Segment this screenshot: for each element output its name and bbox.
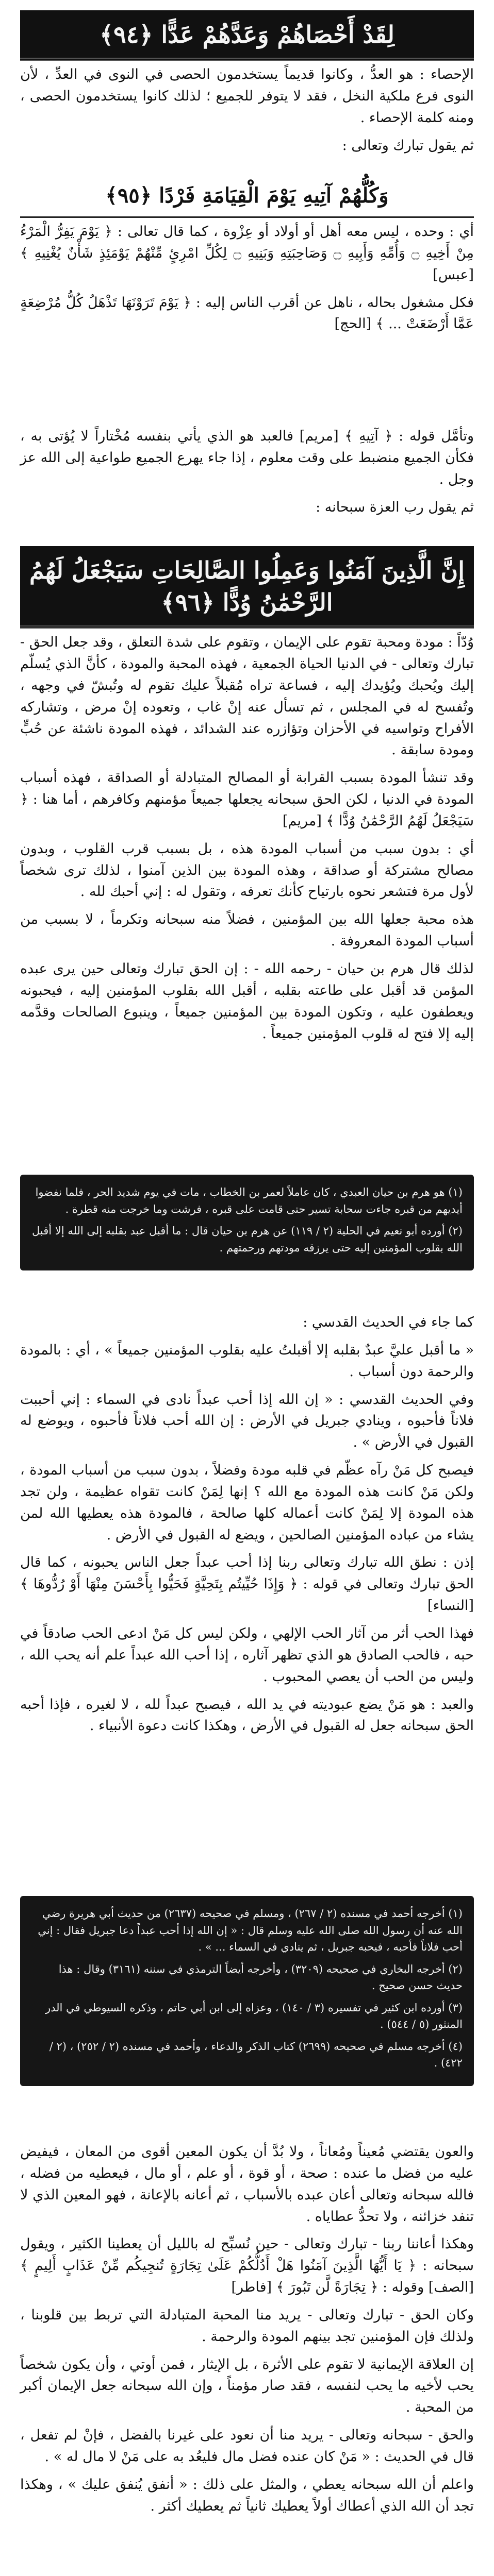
paragraph: والحق - سبحانه وتعالى - يريد منا أن نعود على غيرنا بالفضل ، فإنْ لم تفعل ، قال في الحديث : « مَنْ كان عنده فضل مال فليعُد به على مَنْ لا مال له » . xyxy=(20,2427,474,2465)
paragraph: كما جاء في الحديث القدسي : xyxy=(303,1314,474,1330)
section-aid xyxy=(0,2138,494,2520)
footnote: (٢) أخرجه البخاري في صحيحه (٣٢٠٩) ، وأخرجه أيضاً الترمذي في سننه (٣١٦١) وقال : هذا حديث حسن صحيح . xyxy=(58,1962,463,1992)
paragraph: وهكذا أعاننا ربنا - تبارك وتعالى - حين نُسبِّح له بالليل أن يعطينا الكثير ، ويقول سبحانه : ﴿ يَا أَيُّهَا الَّذِينَ آمَنُوا هَلْ أَدُلُّكُمْ عَلَىٰ تِجَارَةٍ تُنجِيكُم مِّنْ عَذَابٍ أَلِيمٍ ﴾ [الصف] وقوله : ﴿ تِجَارَةً لَّن تَبُورَ ﴾ [فاطر] xyxy=(20,2236,474,2296)
paragraph: وُدّاً : مودة ومحبة تقوم على الإيمان ، وتقوم على شدة التعلق ، وقد جعل الحق - تبارك وتعالى - في الدنيا الحياة الجمعية ، فهذه المحبة والمودة ، كأنَّ الذي يُسلّم إليك ويُحبك ويُؤيدك إليه ، فساعة تراه مُقبلاً عليك تقوم له وتُبشّ في وجهه ، وتُفسح له في المجلس ، ثم تسأل عنه إنْ غاب ، وتعوده إنْ مرض ، وتشاركه الأفراح وتواسيه في الأحزان وتؤازره عند الشدائد ، فهذه المودة ناشئة عن حُبٍّ ومودة سابقة . xyxy=(20,634,474,758)
paragraph: فهذا الحب أثر من آثار الحب الإلهي ، ولكن ليس كل مَنْ ادعى الحب صادقاً في حبه ، فالحب الصادق هو الذي تظهر آثاره ، إذا أحب الله عبداً علم أنه يحب الله ، وليس من الحب أن يعصي المحبوب . xyxy=(20,1625,474,1685)
paragraph: إن العلاقة الإيمانية لا تقوم على الأثرة ، بل الإيثار ، فمن أوتي ، وأن يكون شخصاً يحب لأخيه ما يحب لنفسه ، فقد صار مؤمناً ، وإن الله سبحانه جعل الإيمان أكبر من المحبة . xyxy=(20,2356,474,2416)
paragraph: وفي الحديث القدسي : « إن الله إذا أحب عبداً نادى في السماء : إني أحببت فلاناً فأحبوه ، وينادي جبريل في الأرض : إن الله أحب فلاناً فأحبوه ، ويوضع له القبول في الأرض » . xyxy=(20,1391,474,1451)
paragraph: « ما أقبل عليَّ عبدٌ بقلبه إلا أقبلتُ عليه بقلوب المؤمنين جميعاً » ، أي : بالمودة والرحمة دون أسباب . xyxy=(20,1342,474,1380)
paragraph: وكان الحق - تبارك وتعالى - يريد منا المحبة المتبادلة التي تربط بين قلوبنا ، ولذلك فإن المؤمنين تجد بينهم المودة والرحمة . xyxy=(20,2307,474,2345)
footnotes-box xyxy=(20,1896,474,2086)
footnotes-box xyxy=(20,1175,474,1270)
section-footnotes-2 xyxy=(0,1896,494,2086)
section-verse-94 xyxy=(0,10,494,159)
paragraph: واعلم أن الله سبحانه يعطي ، والمثل على ذلك : « أنفق يُنفق عليك » ، وهكذا تجد أن الله الذي أعطاك أولاً يعطيك ثانياً ثم يعطيك أكثر . xyxy=(20,2476,474,2514)
verse-line: وَكُلُّهُمْ آتِيهِ يَوْمَ الْقِيَامَةِ فَرْدًا ﴿٩٥﴾ xyxy=(20,175,474,218)
verse-banner: إِنَّ الَّذِينَ آمَنُوا وَعَمِلُوا الصَّالِحَاتِ سَيَجْعَلُ لَهُمُ الرَّحْمَٰنُ وُدًّا ﴿٩٦﴾ xyxy=(20,546,474,629)
paragraph: وتأمَّل قوله : ﴿ آتِيهِ ﴾ [مريم] فالعبد هو الذي يأتي بنفسه مُخْتاراً لا يُؤتى به ، فكأن الجميع منضبط على وقت معلوم ، إذا جاء يهرع الجميع طواعية إلى الله عز وجل . xyxy=(20,428,474,487)
paragraph: ثم يقول رب العزة سبحانه : xyxy=(316,499,474,515)
verse-banner: لِقَدْ أَحْصَاهُمْ وَعَدَّهُمْ عَدًّا ﴿٩٤﴾ xyxy=(20,10,474,61)
paragraph: والعبد : هو مَنْ يضع عبوديته في يد الله ، فيصبح عبداً لله ، لا لغيره ، فإذا أحبه الحق سبحانه جعل له القبول في الأرض ، وهكذا كانت دعوة الأنبياء . xyxy=(20,1696,474,1734)
footnote: (١) هو هرم بن حيان العبدي ، كان عاملاً لعمر بن الخطاب ، مات في يوم شديد الحر ، فلما نفضوا أيديهم من قبره جاءت سحابة تسير حتى قامت على قبره ، فرشت وما خرجت منه قطرة . xyxy=(35,1186,463,1215)
section-commentary xyxy=(0,422,494,521)
footnote: (٣) أورده ابن كثير في تفسيره (٣ / ١٤٠) ، وعزاه إلى ابن أبي حاتم ، وذكره السيوطي في الدر المنثور (٥ / ٥٤٤) . xyxy=(45,2001,463,2031)
section-hadith xyxy=(0,1309,494,1740)
section-verse-95 xyxy=(0,175,494,338)
footnote: (٤) أخرجه مسلم في صحيحه (٢٦٩٩) كتاب الذكر والدعاء ، وأحمد في مسنده (٢ / ٢٥٢) ، (٢ / ٤٢٢) . xyxy=(49,2040,463,2070)
section-footnotes-1 xyxy=(0,1175,494,1270)
section-verse-96 xyxy=(0,546,494,1047)
paragraph: أي : بدون سبب من أسباب المودة هذه ، بل بسبب قرب القلوب ، وبدون مصالح مشتركة أو صداقة ، وهذه المودة بين الذين آمنوا ، لذلك ترى شخصاً لأول مرة فتشعر نحوه بارتياح كأنك تعرفه ، وتقول له : إني أحبك لله . xyxy=(20,840,474,900)
paragraph: إذن : نطق الله تبارك وتعالى ربنا إذا أحب عبداً جعل الناس يحبونه ، كما قال الحق تبارك وتعالى في قوله : ﴿ وَإِذَا حُيِّيتُم بِتَحِيَّةٍ فَحَيُّوا بِأَحْسَنَ مِنْهَا أَوْ رُدُّوهَا ﴾ [النساء] xyxy=(20,1554,474,1614)
footnote: (٢) أورده أبو نعيم في الحلية (٢ / ١١٩) عن هرم بن حيان قال : ما أقبل عبد بقلبه إلى الله إلا أقبل الله بقلوب المؤمنين إليه حتى يرزقه مودتهم ورحمتهم . xyxy=(32,1225,463,1254)
paragraph: ثم يقول تبارك وتعالى : xyxy=(342,137,474,154)
paragraph: هذه محبة جعلها الله بين المؤمنين ، فضلاً منه سبحانه وتكرماً ، لا بسبب من أسباب المودة المعروفة . xyxy=(20,911,474,950)
paragraph: وقد تنشأ المودة بسبب القرابة أو المصالح المتبادلة أو الصداقة ، فهذه أسباب المودة في الدنيا ، لكن الحق سبحانه يجعلها جميعاً مؤمنهم وكافرهم ، أما هنا : ﴿ سَيَجْعَلُ لَهُمُ الرَّحْمَٰنُ وُدًّا ﴾ [مريم] xyxy=(20,770,474,829)
paragraph: الإحصاء : هو العدُّ ، وكانوا قديماً يستخدمون الحصى في النوى في العدِّ ، لأن النوى فرع ملكية النخل ، فقد لا يتوفر للجميع ؛ لذلك كانوا يستخدمون الحصى ، ومنه كلمة الإحصاء . xyxy=(20,66,474,126)
paragraph: فيصبح كل مَنْ رآه عظّم في قلبه مودة وفضلاً ، بدون سبب من أسباب المودة ، ولكن مَنْ كانت هذه المودة مع الله ؟ إنها لِمَنْ كانت تقواه عظيمة ، ولن تجد هذه المودة إلا لِمَنْ كانت أعماله كلها صالحة ، فالمودة هذه يعطيها الله لمن يشاء من عباده المؤمنين الصالحين ، ويضع له القبول في الأرض . xyxy=(20,1462,474,1543)
paragraph: لذلك قال هرم بن حيان - رحمه الله - : إن الحق تبارك وتعالى حين يرى عبده المؤمن قد أقبل على طاعته بقلبه ، أقبل الله بقلوب المؤمنين إليه ، فيحبونه ويعطفون عليه ، وتكون المودة بين المؤمنين جميعاً ، وينبوع الصالحات وقدَّمه إليه إلا فتح له قلوب المؤمنين جميعاً . xyxy=(20,961,474,1042)
paragraph: أي : وحده ، ليس معه أهل أو أولاد أو عِزْوة ، كما قال تعالى : ﴿ يَوْمَ يَفِرُّ الْمَرْءُ مِنْ أَخِيهِ ۝ وَأُمِّهِ وَأَبِيهِ ۝ وَصَاحِبَتِهِ وَبَنِيهِ ۝ لِكُلِّ امْرِئٍ مِّنْهُمْ يَوْمَئِذٍ شَأْنٌ يُغْنِيهِ ﴾ [عبس] xyxy=(20,224,474,283)
paragraph: فكل مشغول بحاله ، ناهل عن أقرب الناس إليه : ﴿ يَوْمَ تَرَوْنَهَا تَذْهَلُ كُلُّ مُرْضِعَةٍ عَمَّا أَرْضَعَتْ ... ﴾ [الحج] xyxy=(20,294,474,332)
paragraph: والعون يقتضي مُعيناً ومُعاناً ، ولا بُدَّ أن يكون المعين أقوى من المعان ، فيفيض عليه من فضل ما عنده : صحة ، أو قوة ، أو علم ، أو مال ، فيعطيه من فضله ، فالله سبحانه وتعالى أعان عبده بالأسباب ، ثم أعانه بالإعانة ، فهو المعين الذي لا تنفد خزائنه ، ولا تحدُّ عطاياه . xyxy=(20,2144,474,2225)
footnote: (١) أخرجه أحمد في مسنده (٢ / ٢٦٧) ، ومسلم في صحيحه (٢٦٣٧) من حديث أبي هريرة رضي الله عنه أن رسول الله صلى الله عليه وسلم قال : « إن الله إذا أحب عبداً دعا جبريل فقال : إني أحب فلاناً فأحبه ، فيحبه جبريل ، ثم ينادي في السماء ... » . xyxy=(38,1907,463,1954)
